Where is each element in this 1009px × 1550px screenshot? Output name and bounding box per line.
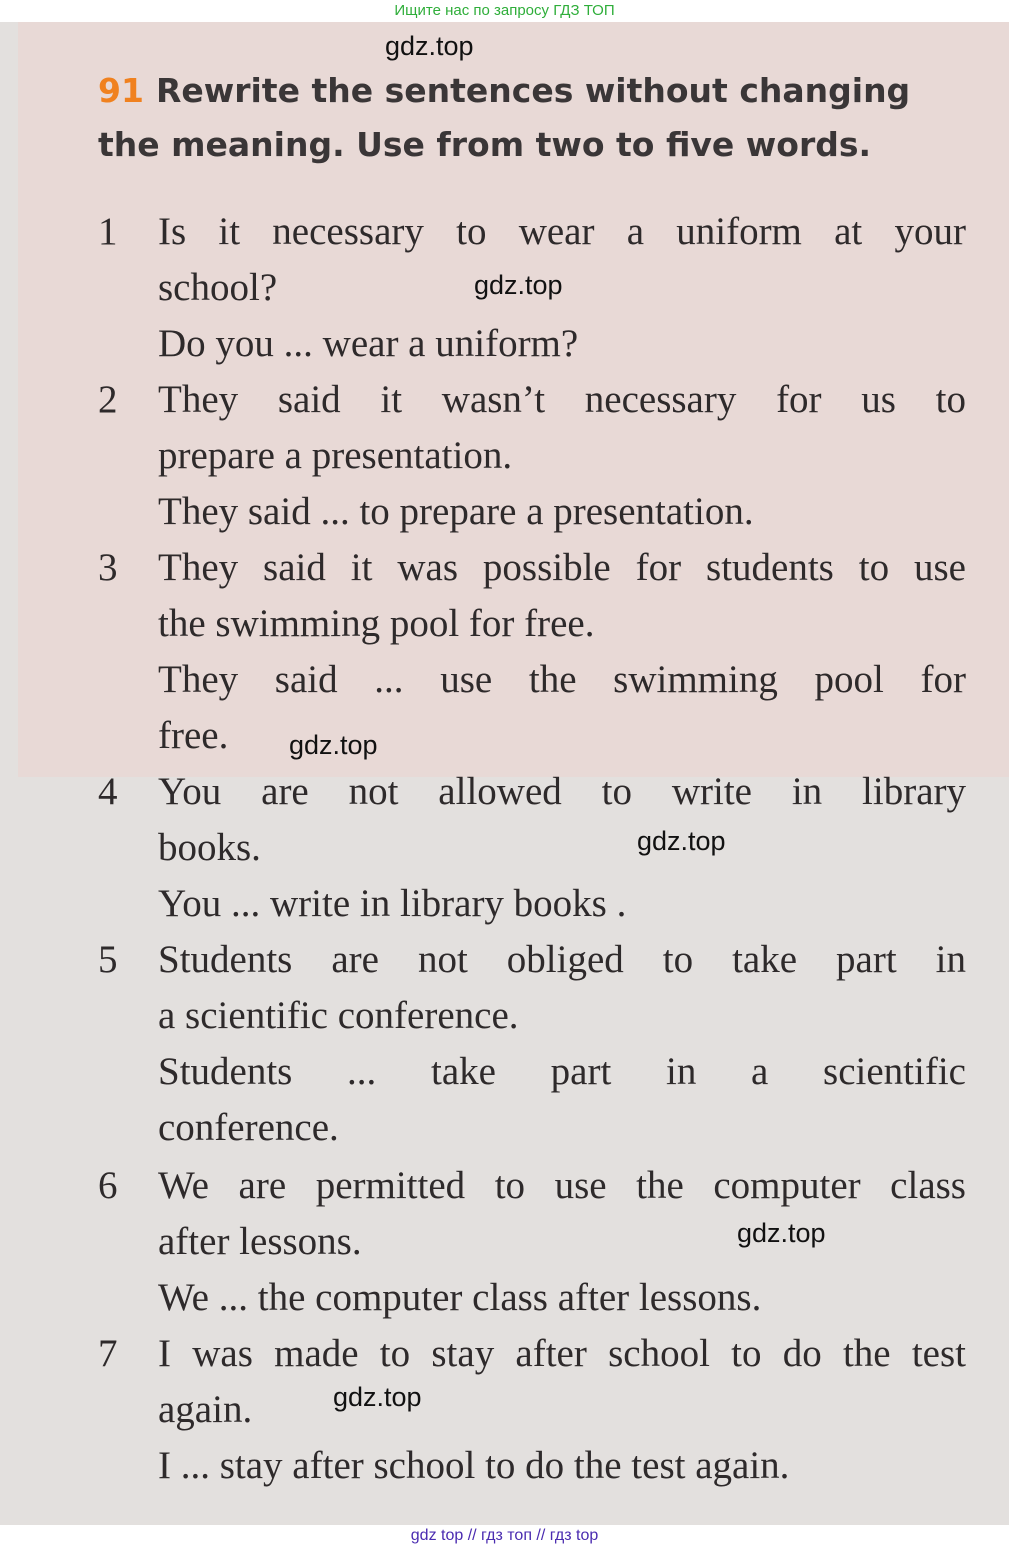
watermark: gdz.top: [737, 1218, 826, 1248]
top-banner: Ищите нас по запросу ГДЗ ТОП: [0, 0, 1009, 22]
watermark: gdz.top: [333, 1382, 422, 1412]
item-sentence-line: a scientific conference.: [158, 994, 519, 1037]
item-sentence-line: prepare a presentation.: [158, 434, 513, 477]
item-answer-line: You ... write in library books .: [158, 882, 627, 925]
item-sentence-line: Is it necessary to wear a uniform at your: [158, 210, 966, 253]
item-answer-line: Do you ... wear a uniform?: [158, 322, 579, 365]
item-number: 4: [98, 770, 118, 813]
item-sentence-line: Students are not obliged to take part in: [158, 938, 966, 981]
item-number: 3: [98, 546, 118, 589]
watermark: gdz.top: [474, 270, 563, 300]
item-answer-line: conference.: [158, 1106, 339, 1149]
task-title-line2: the meaning. Use from two to five words.: [98, 125, 872, 164]
item-sentence-line: school?: [158, 266, 278, 309]
item-sentence-line: We are permitted to use the computer class: [158, 1164, 966, 1207]
footer-bar: gdz top // гдз топ // гдз top: [0, 1525, 1009, 1550]
watermark: gdz.top: [637, 826, 726, 856]
item-number: 7: [98, 1332, 118, 1375]
item-sentence-line: I was made to stay after school to do the test: [158, 1332, 966, 1375]
item-answer-line: free.: [158, 714, 229, 757]
item-answer-line: Students ... take part in a scientific: [158, 1050, 966, 1093]
item-answer-line: They said ... use the swimming pool for: [158, 658, 966, 701]
item-sentence-line: They said it was possible for students to use: [158, 546, 966, 589]
item-sentence-line: the swimming pool for free.: [158, 602, 595, 645]
watermark: gdz.top: [385, 31, 474, 61]
item-answer-line: I ... stay after school to do the test again.: [158, 1444, 790, 1487]
item-number: 1: [98, 210, 118, 253]
item-sentence-line: again.: [158, 1388, 253, 1431]
task-heading: [98, 64, 978, 172]
item-answer-line: They said ... to prepare a presentation.: [158, 490, 754, 533]
item-sentence-line: They said it wasn’t necessary for us to: [158, 378, 966, 421]
item-answer-line: We ... the computer class after lessons.: [158, 1276, 762, 1319]
item-number: 6: [98, 1164, 118, 1207]
item-sentence-line: after lessons.: [158, 1220, 362, 1263]
watermark: gdz.top: [289, 730, 378, 760]
item-sentence-line: books.: [158, 826, 261, 869]
task-number: 91: [98, 71, 144, 110]
item-number: 5: [98, 938, 118, 981]
task-title-line1: Rewrite the sentences without changing: [155, 71, 911, 110]
item-number: 2: [98, 378, 118, 421]
item-sentence-line: You are not allowed to write in library: [158, 770, 966, 813]
